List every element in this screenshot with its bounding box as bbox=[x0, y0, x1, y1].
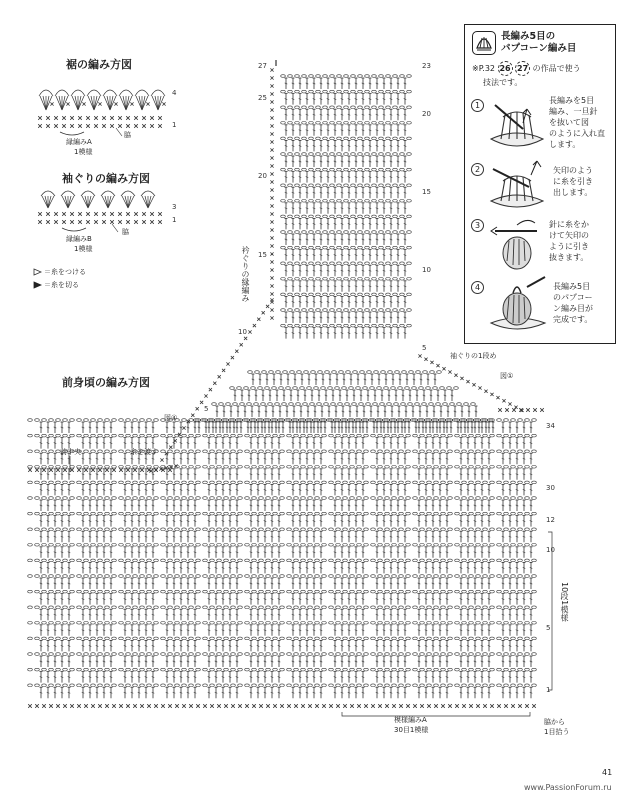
row-num-right-lower: 1 bbox=[546, 686, 551, 694]
row-num-left: 20 bbox=[258, 172, 267, 180]
hem-chart-title: 裾の編み方図 bbox=[66, 58, 132, 71]
step-4-illustration bbox=[487, 273, 551, 337]
armhole-repeat-label: 1模様 bbox=[74, 245, 93, 253]
popcorn-symbol-icon bbox=[472, 31, 496, 55]
step-4-text: 長編み5目 のパプコー ン編み目が 完成です。 bbox=[553, 282, 593, 324]
ref-26-badge: 26 bbox=[498, 61, 513, 76]
pattern-repeat-label: 30目1模様 bbox=[394, 726, 429, 734]
row-num-right-lower: 5 bbox=[546, 624, 551, 632]
step-2-illustration bbox=[487, 157, 549, 213]
step-4-number: 4 bbox=[471, 281, 484, 294]
step-3-text: 針に糸をか けて矢印の ように引き 抜きます。 bbox=[549, 220, 589, 262]
technique-title-line1: 長編み5目の bbox=[501, 31, 556, 42]
armhole-pattern-label: 縁編みB bbox=[66, 235, 92, 243]
fig1-label: 図① bbox=[500, 372, 514, 380]
armhole-chart-title: 袖ぐりの編み方図 bbox=[62, 172, 150, 185]
row-num-right: 23 bbox=[422, 62, 431, 70]
pass-yarn-label: 糸を渡す bbox=[130, 448, 158, 456]
hem-row-label-1: 1 bbox=[172, 121, 177, 129]
armhole-row-label-1: 1 bbox=[172, 216, 177, 224]
row-num-right: 5 bbox=[422, 344, 427, 352]
hem-row-label-4: 4 bbox=[172, 89, 177, 97]
armhole-row-label-3: 3 bbox=[172, 203, 177, 211]
step-1-illustration bbox=[487, 99, 547, 157]
page-number: 41 bbox=[602, 768, 613, 777]
technique-box bbox=[464, 24, 616, 344]
repeat-side-label: 10段1模様 bbox=[560, 582, 569, 622]
step-2-number: 2 bbox=[471, 163, 484, 176]
hem-pattern-label: 縁編みA bbox=[66, 138, 92, 146]
armhole-side-label: 脇 bbox=[122, 228, 129, 236]
ref-27-badge: 27 bbox=[515, 61, 530, 76]
watermark: www.PassionForum.ru bbox=[524, 783, 612, 792]
row-num-right: 10 bbox=[422, 266, 431, 274]
row-num-left: 5 bbox=[204, 405, 209, 413]
step-1-number: 1 bbox=[471, 99, 484, 112]
hem-side-label: 脇 bbox=[124, 131, 131, 139]
pick-up-label: 脇から bbox=[544, 718, 565, 726]
step-3-number: 3 bbox=[471, 219, 484, 232]
row-num-right-lower: 34 bbox=[546, 422, 555, 430]
technique-ref-prefix: ※P.32 bbox=[472, 64, 496, 73]
row-num-right: 20 bbox=[422, 110, 431, 118]
armhole-first-row-label: 袖ぐりの1段め bbox=[450, 352, 497, 360]
technique-ref-suffix: の作品で使う bbox=[532, 64, 581, 73]
technique-ref-line2: 技法です。 bbox=[483, 78, 523, 87]
fig4-label: 図④ bbox=[164, 414, 178, 422]
legend-attach: ＝糸をつける bbox=[44, 268, 86, 276]
step-2-text: 矢印のよう に糸を引き 出します。 bbox=[553, 166, 593, 197]
front-chart-title: 前身頃の編み方図 bbox=[62, 376, 150, 389]
row-num-left: 15 bbox=[258, 251, 267, 259]
row-num-right-lower: 10 bbox=[546, 546, 555, 554]
row-num-right: 15 bbox=[422, 188, 431, 196]
technique-title-line2: パプコーン編み目 bbox=[501, 43, 577, 54]
step-3-illustration bbox=[487, 211, 547, 273]
row-num-right-lower: 12 bbox=[546, 516, 555, 524]
center-front-label: 前中央 bbox=[60, 448, 81, 456]
row-num-right-lower: 30 bbox=[546, 484, 555, 492]
neck-edge-label: 衿ぐりの縁編み bbox=[241, 246, 250, 302]
pattern-a-label: 模様編みA bbox=[394, 716, 427, 724]
row-num-left: 25 bbox=[258, 94, 267, 102]
legend-cut: ＝糸を切る bbox=[44, 281, 79, 289]
step-1-text: 長編みを5目 編み、一旦針 を抜いて図 のように入れ直 します。 bbox=[549, 96, 605, 149]
row-num-left: 10 bbox=[238, 328, 247, 336]
hem-repeat-label: 1模様 bbox=[74, 148, 93, 156]
row-num-left: 27 bbox=[258, 62, 267, 70]
pick-up-label-2: 1目拾う bbox=[544, 728, 570, 736]
